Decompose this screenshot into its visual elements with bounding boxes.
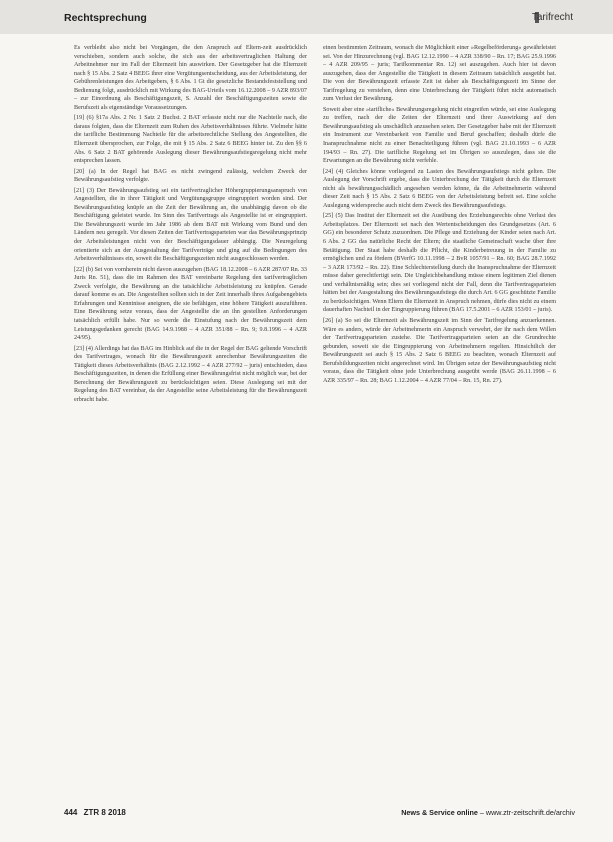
page-header [0,0,613,34]
paragraph: [20] (a) In der Regel hat BAG es nicht zwingend zulässig, welchen Zweck der Bewährungsaufstieg verfolgte. [74,168,307,184]
service-label: News & Service online [401,808,478,817]
left-column [74,44,307,789]
footer-separator: – [479,808,486,817]
right-column [323,44,556,789]
page-footer-right [401,808,575,817]
page-number: 444 [64,808,78,817]
paragraph: [19] (6) §17a Abs. 2 Nr. 1 Satz 2 Buchst. 2 BAT erfasste nicht nur die Nachteile nach, die daraus folgten, dass die Elternzeit zum Ruhen des Arbeitsverhältnisses führte. Vielmehr hätte die tarifliche Bestimmung Nachteile für die arbeitsrechtliche Stellung des Angestellten, die Elternzeit übersprochen, zur Folge, die mit § 15 Abs. 2 Satz 6 BEEG hinter ist. Zu den §§ 6 Abs. 6 Satz 2 BAT gehörende Auslegung dieser Bewährungsaufstiegsregelung nicht mehr entsprechen lassen. [74,115,307,165]
paragraph: [25] (5) Das Institut der Elternzeit sei die Ausübung des Erziehungsrechts ohne Verlust des Arbeitsplatzes. Der Elternzeit sei nach den Wertentscheidungen des Grundgesetzes (Art. 6 GG) ein besonderer Schutz zuzuordnen. Die Pflege und Erziehung der Kinder seien nach Art. 6 Abs. 2 GG das natürliche Recht der Eltern; die staatliche Gemeinschaft wache über ihre Betätigung. Der Staat habe deshalb die Pflicht, die Kinderbetreuung in der Familie zu ermöglichen und zu fördern (BVerfG 10.11.1998 – 2 BvR 1057/91 – Rn. 60; BAG 28.7.1992 – 3 AZR 173/92 – Rn. 22). Eine Schlechterstellung durch die Inanspruchnahme der Elternzeit müsse daher gerechtfertigt sein. Die Ungleichbehandlung müsse einem legitimen Ziel dienen und verhältnismäßig sein; dies sei vorliegend nicht der Fall, denn die Tarifvertragsparteien hätten bei der Ausgestaltung des Bewährungsaufstiegs die durch Art. 6 GG geschützte Familie zu berücksichtigen. Wenn Eltern die Elternzeit in Anspruch nehmen, dürfe dies nicht zu einem dauerhaften Nachteil in der Eingruppierung führen (BAG 17.5.2001 – 6 AZR 153/01 – juris). [323,213,556,314]
magazine-issue: ZTR 8 2018 [83,808,126,817]
paragraph: [26] (a) So sei die Elternzeit als Bewährungszeit im Sinn der Tarifregelung anzuerkennen. Wäre es anders, würde der Arbeitnehmerin ein Anspruch verwehrt, der ihr nach dem Willen der Tarifvertragsparteien zustehe. Die Tarifvertragsparteien seien an die Grundrechte gebunden, soweit sie die Eingruppierung von Arbeitnehmern regelten. Hinsichtlich der Bewährungszeit sei auch § 15 Abs. 2 Satz 6 BEEG zu beachten, wonach Elternzeit auf Berufsbildungszeiten nicht angerechnet wird. Im Übrigen setze der Bewährungsaufstieg nicht voraus, dass die Tätigkeit ohne jede Unterbrechung ausgeübt werde (BAG 26.11.1998 – 6 AZR 335/97 – Rn. 28; BAG 1.12.2004 – 4 AZR 77/04 – Rn. 15, Rn. 27). [323,317,556,384]
category-label: Tarifrecht [531,12,573,23]
paragraph: Es verbleibt also nicht bei Vorgängen, die den Anspruch auf Eltern-zeit ausdrücklich verschieben, sondern auch solche, die sich aus der arbeitsvertraglichen Haltung der Arbeitnehmer nur im Fall der Elternzeit hin auswirken. Der Gesetzgeber hat die Elternzeit nach § 15 Abs. 2 Satz 4 BEEG ihrer eine Vergütungsentscheidung, aus der Arbeitsleistung, der Gebührenleistungen des Arbeitgebers, § 6 Abs. 1 Gt die gesetzliche Bestandsfeststellung und Bedienung folgt, ausdrücklich mit Wirkung des BAG-Urteils vom 16.12.2008 – 9 AZR 893/07 – zur Einordnung als Beschäftigungszeit, S. Anzahl der Beschäftigungszeiten sowie die Berufszeit als eigenständige Voraussetzungen. [74,45,307,111]
paragraph: [23] (4) Allerdings hat das BAG im Hinblick auf die in der Regel der BAG geltende Vorschrift des Tarifvertrages, wonach für die Bewährungszeit anrechenbar Bewährungszeiten die Tätigkeit dieses Arbeitsverhältnis (BAG 2.12.1992 – 4 AZR 277/92 – juris) entschieden, dass Beschäftigungszeiten, in denen die Erfüllung einer Bewährungsfrist nicht möglich war, bei der Berechnung der Bewährungszeit zu berücksichtigen seien. Diese Auslegung sei mit der Regelung des BAT vereinbar, da der Angestellte seine Arbeitsleistung für die Bewährungszeit erbracht habe. [74,345,307,403]
section-title: Rechtsprechung [64,12,147,24]
paragraph: [22] (b) Sei von vornherein nicht davon auszugehen (BAG 18.12.2008 – 6 AZR 287/07 Rn. 33 Juris Rn. 51), dass die im Rahmen des BAT vereinbarte Regelung den tarifvertraglichen Zweck verfolgte, die Bewährung an die tatsächliche Arbeitsleistung zu knüpfen. Gerade darauf komme es an. Die Angestellten sollten sich in der Zeit innerhalb ihres Aufgabengebiets Erfahrungen und Kenntnisse aneignen, die sie befähigen, eine höhere Tätigkeit auszuführen. Eine Bewährung setze voraus, dass der Angestellte die an ihn gestellten Anforderungen tatsächlich erfüllt habe. Nur so werde die Einstufung nach der Bewährungszeit dem Leistungsgedanken gerecht (BAG 14.9.1988 – 4 AZR 351/88 – Rn. 9; 9.8.1996 – 4 AZR 24/95). [74,266,307,342]
paragraph: [24] (4) Gleiches könne vorliegend zu Lasten des Bewährungsaufstiegs nicht gelten. Die Auslegung der Vorschrift ergebe, dass die Unterbrechung der Tätigkeit durch die Elternzeit nicht als bewährungsschädlich angesehen werden könne, da die Arbeitnehmerin während dieser Zeit nach § 15 Abs. 2 Satz 6 BEEG von der Arbeitsleistung befreit sei. Eine solche Auslegung widerspreche auch nicht dem Zweck des Bewährungsaufstiegs. [323,168,556,209]
paragraph: einen bestimmten Zeitraum, wonach die Möglichkeit einer »Regelbeförderung« gewährleistet sei. Von der Hinzurechnung (vgl. BAG 12.12.1990 – 4 AZR 338/90 – Rn. 17; BAG 25.9.1996 – 4 AZR 209/95 – juris; Tarifkommentar Rn. 12) sei auszugehen. Auch hier ist davon auszugehen, dass der Angestellte die Tätigkeit in diesem Zeitraum tatsächlich ausgeübt hat. Die von der Bewährungszeit erfasste Zeit ist daher als Beschäftigungszeit im Sinne der Tarifregelung zu verstehen, denn eine Unterbrechung der Tätigkeit führt nicht automatisch zum Verlust der Bewährung. [323,45,556,103]
archive-link[interactable]: www.ztr-zeitschrift.de/archiv [485,808,575,817]
paragraph: Soweit aber eine »tarifliche« Bewährungsregelung nicht eingreifen würde, sei eine Auslegung zu treffen, nach der die Zeiten der Elternzeit und ihrer Auswirkung auf den Bewährungsaufstieg als unschädlich anzusehen seien. Der Gesetzgeber habe mit der Elternzeit ein Instrument zur Vereinbarkeit von Familie und Beruf geschaffen; deshalb dürfe die Inanspruchnahme nicht zu einer Benachteiligung führen (vgl. BAG 21.10.1993 – 6 AZR 194/93 – Rn. 27). Die tarifliche Regelung sei im Übrigen so auszulegen, dass sie die Erwartungen an die Bewährung nicht verfehle. [323,106,556,165]
page-footer-left [64,808,126,817]
paragraph: [21] (3) Der Bewährungsaufstieg sei ein tarifvertraglicher Höhergruppierungsanspruch von Angestellten, die in ihrer Tätigkeit und Vergütungsgruppe eingruppiert worden sind. Der Bewährungsaufstieg knüpfe an die Zeit der Bewährung an, die unabhängig davon ob die Beschäftigung geleistet wurde. Im Sinn des Tarifvertrags als Angestellte ist er eingruppiert. Die Bewährungszeit wurde im Jahr 1986 ab dem BAT mit Wirkung vom Bund und den Ländern neu geregelt. Vor diesen Zeiten der Tarifvertragsparteien war das Bewährungsprinzip der Arbeitsleistungen nicht von der Beschäftigungsdauer abhängig. Die Neuregelung orientierte sich an der Ausgestaltung der Tarifverträge und ging auf die Bedingungen des Arbeitsverhältnisses ein, soweit die Beschäftigungszeiten nicht ausgeschlossen werden. [74,187,307,263]
